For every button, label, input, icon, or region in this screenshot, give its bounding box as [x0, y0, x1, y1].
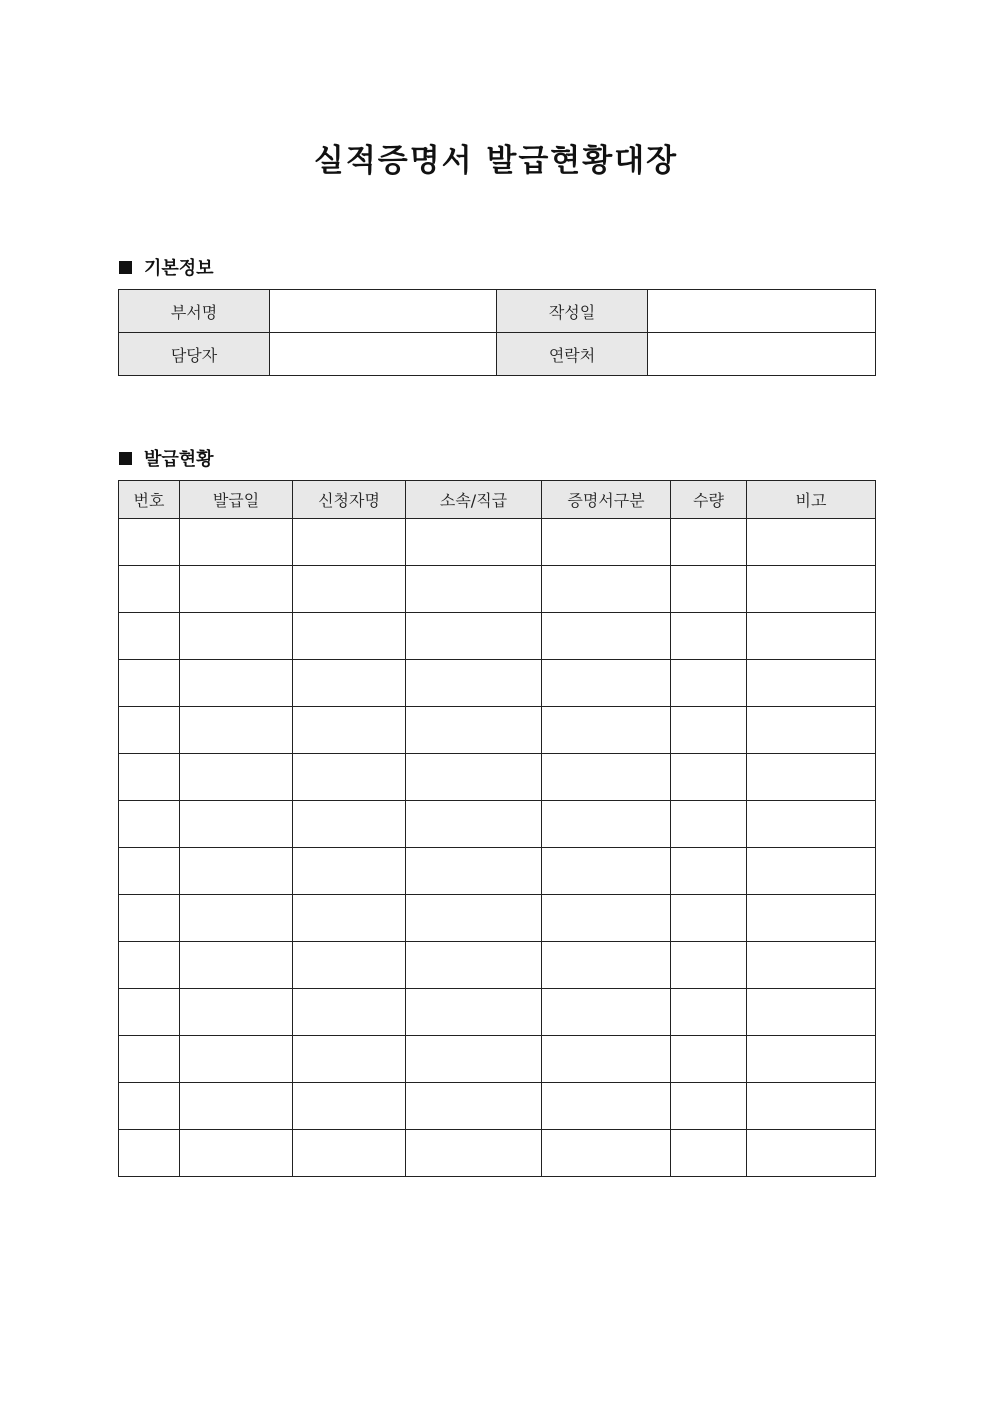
- table-cell[interactable]: [180, 1036, 293, 1083]
- table-cell[interactable]: [293, 754, 406, 801]
- table-cell[interactable]: [119, 1083, 180, 1130]
- contact-field[interactable]: [648, 333, 876, 376]
- table-cell[interactable]: [406, 707, 542, 754]
- table-cell[interactable]: [180, 1130, 293, 1177]
- table-cell[interactable]: [180, 989, 293, 1036]
- manager-field[interactable]: [270, 333, 497, 376]
- table-cell[interactable]: [119, 989, 180, 1036]
- table-cell[interactable]: [747, 942, 876, 989]
- table-row: [119, 333, 876, 376]
- table-cell[interactable]: [671, 519, 747, 566]
- col-quantity: 수량: [671, 481, 747, 519]
- table-cell[interactable]: [119, 801, 180, 848]
- table-cell[interactable]: [180, 942, 293, 989]
- table-cell[interactable]: [119, 942, 180, 989]
- table-row: [119, 613, 876, 660]
- table-cell[interactable]: [293, 660, 406, 707]
- table-cell[interactable]: [747, 519, 876, 566]
- table-cell[interactable]: [747, 801, 876, 848]
- department-label: 부서명: [119, 290, 270, 333]
- table-cell[interactable]: [293, 848, 406, 895]
- table-cell[interactable]: [671, 1083, 747, 1130]
- table-row: [119, 1083, 876, 1130]
- table-row: [119, 1130, 876, 1177]
- table-cell[interactable]: [119, 1130, 180, 1177]
- table-cell[interactable]: [542, 707, 671, 754]
- table-cell[interactable]: [542, 660, 671, 707]
- table-cell[interactable]: [671, 942, 747, 989]
- col-remarks: 비고: [747, 481, 876, 519]
- table-cell[interactable]: [180, 566, 293, 613]
- issue-status-body: [119, 519, 876, 1177]
- table-row: [119, 566, 876, 613]
- issue-status-heading: [119, 445, 214, 471]
- table-cell[interactable]: [180, 801, 293, 848]
- table-cell[interactable]: [293, 801, 406, 848]
- table-cell[interactable]: [542, 754, 671, 801]
- table-cell[interactable]: [293, 895, 406, 942]
- table-cell[interactable]: [671, 613, 747, 660]
- table-row: [119, 754, 876, 801]
- table-cell[interactable]: [671, 1036, 747, 1083]
- table-row: [119, 519, 876, 566]
- basic-info-heading: [119, 254, 214, 280]
- table-cell[interactable]: [671, 1130, 747, 1177]
- basic-info-heading-label: 기본정보: [144, 258, 214, 279]
- table-cell[interactable]: [180, 754, 293, 801]
- table-cell[interactable]: [293, 566, 406, 613]
- table-cell[interactable]: [119, 519, 180, 566]
- table-cell[interactable]: [671, 754, 747, 801]
- table-cell[interactable]: [406, 801, 542, 848]
- table-row: [119, 290, 876, 333]
- table-cell[interactable]: [293, 613, 406, 660]
- table-cell[interactable]: [747, 895, 876, 942]
- table-cell[interactable]: [293, 1130, 406, 1177]
- table-cell[interactable]: [180, 660, 293, 707]
- table-cell[interactable]: [119, 566, 180, 613]
- table-cell[interactable]: [542, 613, 671, 660]
- table-row: [119, 942, 876, 989]
- table-cell[interactable]: [542, 801, 671, 848]
- table-cell[interactable]: [406, 660, 542, 707]
- table-cell[interactable]: [542, 989, 671, 1036]
- table-row: [119, 1036, 876, 1083]
- table-cell[interactable]: [671, 895, 747, 942]
- table-cell[interactable]: [542, 566, 671, 613]
- table-cell[interactable]: [542, 519, 671, 566]
- table-cell[interactable]: [671, 566, 747, 613]
- table-cell[interactable]: [293, 519, 406, 566]
- table-cell[interactable]: [747, 989, 876, 1036]
- square-bullet-icon: [119, 452, 132, 465]
- table-row: [119, 989, 876, 1036]
- table-cell[interactable]: [293, 707, 406, 754]
- table-cell[interactable]: [542, 1130, 671, 1177]
- table-cell[interactable]: [542, 895, 671, 942]
- table-row: [119, 707, 876, 754]
- table-cell[interactable]: [671, 801, 747, 848]
- table-cell[interactable]: [406, 848, 542, 895]
- table-cell[interactable]: [406, 895, 542, 942]
- table-cell[interactable]: [406, 1130, 542, 1177]
- table-cell[interactable]: [406, 1036, 542, 1083]
- table-cell[interactable]: [406, 613, 542, 660]
- table-row: [119, 895, 876, 942]
- table-cell[interactable]: [542, 942, 671, 989]
- table-cell[interactable]: [180, 519, 293, 566]
- table-cell[interactable]: [180, 707, 293, 754]
- table-cell[interactable]: [406, 1083, 542, 1130]
- table-cell[interactable]: [180, 848, 293, 895]
- table-cell[interactable]: [119, 613, 180, 660]
- basic-info-table: [118, 289, 876, 376]
- department-field[interactable]: [270, 290, 497, 333]
- table-cell[interactable]: [293, 989, 406, 1036]
- issue-status-heading-label: 발급현황: [144, 449, 214, 470]
- table-cell[interactable]: [119, 895, 180, 942]
- table-cell[interactable]: [747, 1036, 876, 1083]
- col-number: 번호: [119, 481, 180, 519]
- table-cell[interactable]: [671, 989, 747, 1036]
- table-cell[interactable]: [293, 1036, 406, 1083]
- col-affiliation: 소속/직급: [406, 481, 542, 519]
- table-row: [119, 660, 876, 707]
- page-title: 실적증명서 발급현황대장: [313, 143, 679, 179]
- table-cell[interactable]: [119, 1036, 180, 1083]
- table-cell[interactable]: [119, 754, 180, 801]
- table-cell[interactable]: [671, 707, 747, 754]
- header-row: [119, 481, 876, 519]
- table-cell[interactable]: [747, 848, 876, 895]
- table-cell[interactable]: [406, 519, 542, 566]
- table-row: [119, 801, 876, 848]
- table-cell[interactable]: [406, 566, 542, 613]
- table-cell[interactable]: [747, 707, 876, 754]
- col-applicant: 신청자명: [293, 481, 406, 519]
- date-field[interactable]: [648, 290, 876, 333]
- date-label: 작성일: [497, 290, 648, 333]
- table-cell[interactable]: [293, 1083, 406, 1130]
- square-bullet-icon: [119, 261, 132, 274]
- table-cell[interactable]: [119, 660, 180, 707]
- table-cell[interactable]: [747, 613, 876, 660]
- table-cell[interactable]: [542, 1083, 671, 1130]
- table-cell[interactable]: [747, 1130, 876, 1177]
- col-issue-date: 발급일: [180, 481, 293, 519]
- contact-label: 연락처: [497, 333, 648, 376]
- table-cell[interactable]: [180, 613, 293, 660]
- table-cell[interactable]: [747, 1083, 876, 1130]
- table-cell[interactable]: [180, 895, 293, 942]
- table-cell[interactable]: [542, 848, 671, 895]
- table-cell[interactable]: [180, 1083, 293, 1130]
- table-cell[interactable]: [293, 942, 406, 989]
- table-cell[interactable]: [671, 848, 747, 895]
- table-cell[interactable]: [542, 1036, 671, 1083]
- table-cell[interactable]: [747, 754, 876, 801]
- table-cell[interactable]: [671, 660, 747, 707]
- table-cell[interactable]: [747, 660, 876, 707]
- table-cell[interactable]: [406, 989, 542, 1036]
- table-cell[interactable]: [119, 848, 180, 895]
- col-certificate-type: 증명서구분: [542, 481, 671, 519]
- table-row: [119, 848, 876, 895]
- issue-status-table: [118, 480, 876, 1177]
- table-cell[interactable]: [119, 707, 180, 754]
- table-cell[interactable]: [406, 754, 542, 801]
- table-cell[interactable]: [406, 942, 542, 989]
- table-cell[interactable]: [747, 566, 876, 613]
- manager-label: 담당자: [119, 333, 270, 376]
